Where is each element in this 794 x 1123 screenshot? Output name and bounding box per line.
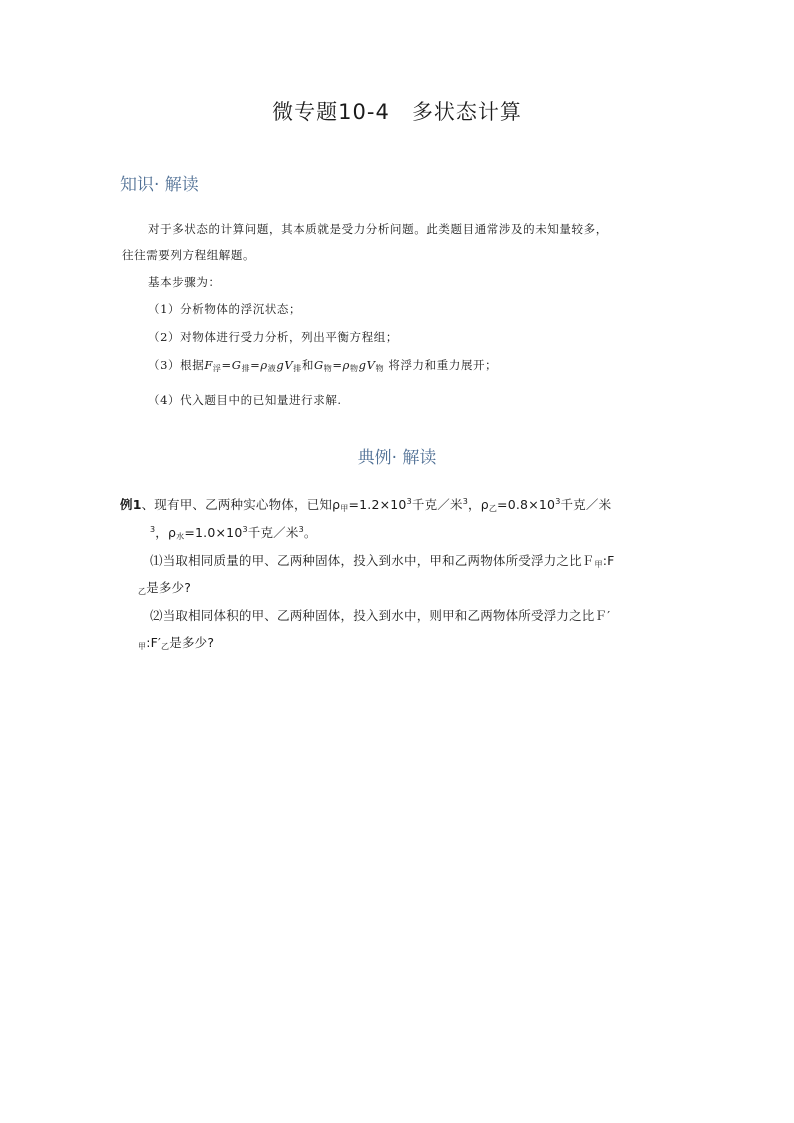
ex1-l1-a: 、现有甲、乙两种实心物体，已知ρ [141,497,341,512]
formula-eq3: =ρ [332,358,350,372]
step-1: （1）分析物体的浮沉状态； [148,302,302,316]
ex1-l2-sup: 3 [150,525,156,534]
step-4: （4）代入题目中的已知量进行求解. [148,393,342,407]
formula-gV: gV [276,358,294,372]
ex1-l2-b: =1.0×10 [184,525,243,540]
step3-suffix: 将浮力和重力展开； [388,358,498,372]
ex1-l2-sup2: 3 [242,525,248,534]
formula-F: F [204,358,213,372]
q2-end: 是多少? [169,635,215,650]
q1-text: ⑴当取相同质量的甲、乙两种固体，投入到水中，甲和乙两物体所受浮力之比Ｆ [150,553,595,568]
question-1-line1 [150,551,615,570]
formula-V2-sub: 物 [375,364,385,373]
formula-G-sub: 排 [241,364,251,373]
formula-gV2: gV [358,358,376,372]
ex1-l1-c: 千克／米 [411,497,463,512]
ex1-l1-sub2: 乙 [488,504,498,513]
ex1-l1-b: =1.2×10 [348,497,407,512]
example1-label: 例1 [120,497,142,512]
question-1-line2 [138,578,191,597]
ex1-l2-sup3: 3 [298,525,304,534]
q1-sub2: 乙 [138,587,147,596]
ex1-l2-c: 千克／米 [247,525,299,540]
step-2: （2）对物体进行受力分析，列出平衡方程组； [148,330,398,344]
intro-paragraph-line1: 对于多状态的计算问题，其本质就是受力分析问题。此类题目通常涉及的未知量较多， [148,222,608,236]
ex1-l2-d: 。 [303,525,317,540]
q1-mid: :F [602,553,615,568]
section-heading-knowledge: 知识· 解读 [120,175,199,195]
ex1-l1-sub1: 甲 [340,504,349,513]
ex1-l1-e: =0.8×10 [497,497,556,512]
formula-and: 和 [301,358,314,372]
example1-line2 [150,523,317,542]
formula-eq2: =ρ [250,358,268,372]
step3-prefix: （3）根据 [148,358,205,372]
page-title: 微专题10-4 多状态计算 [272,100,522,124]
section-heading-examples: 典例· 解读 [357,448,437,468]
formula-G2: G [313,358,324,372]
step-3 [148,357,497,374]
formula-eq1: =G [221,358,242,372]
q2-sub2: 乙 [161,642,170,651]
q2-text: ⑵当取相同体积的甲、乙两种固体，投入到水中，则甲和乙两物体所受浮力之比Ｆ′ [150,608,611,623]
formula-F-sub: 浮 [212,364,222,373]
question-2-line2 [138,633,214,652]
formula-rho-sub: 液 [267,364,277,373]
formula-V-sub: 排 [293,364,302,373]
q1-sub1: 甲 [594,560,603,569]
intro-paragraph-line2: 往往需要列方程组解题。 [122,248,256,262]
question-2-line1 [150,606,610,624]
ex1-l1-f: 千克／米 [560,497,612,512]
ex1-l1-sup3: 3 [555,497,561,506]
q1-end: 是多少? [146,580,192,595]
formula-G2-sub: 物 [323,364,333,373]
example1-line1 [120,495,611,514]
q2-sub1: 甲 [138,642,147,651]
formula-rho2-sub: 物 [350,364,359,373]
ex1-l1-sup2: 3 [462,497,468,506]
ex1-l1-d: ，ρ [468,497,489,512]
steps-heading: 基本步骤为： [148,275,221,289]
ex1-l1-sup1: 3 [406,497,412,506]
ex1-l2-a: ，ρ [155,525,177,540]
ex1-l2-sub: 水 [176,532,185,541]
q2-mid: :F′ [146,635,162,650]
